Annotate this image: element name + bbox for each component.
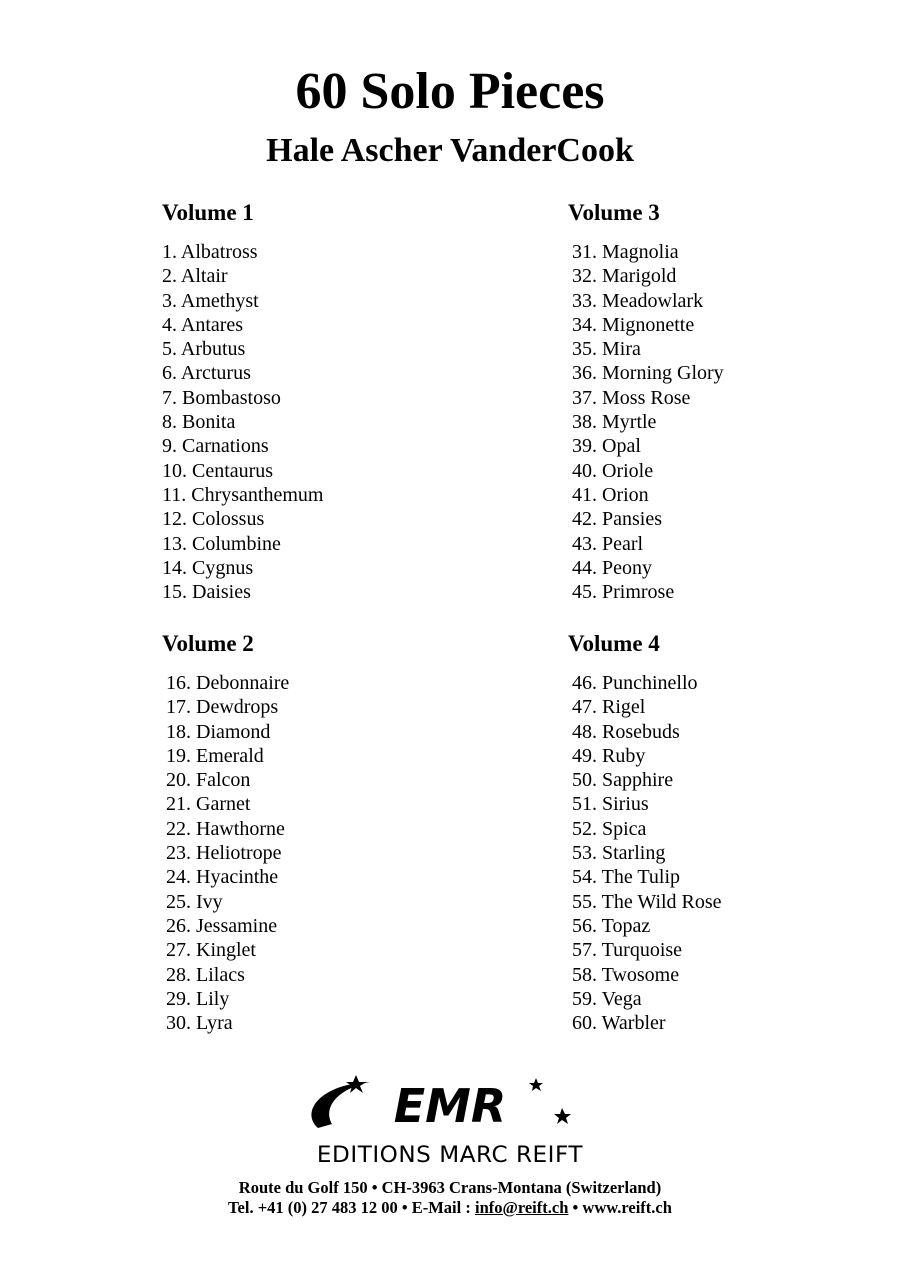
piece-item: 27. Kinglet — [166, 939, 256, 962]
piece-item: 5. Arbutus — [162, 338, 246, 361]
volume-1-section — [162, 198, 323, 604]
piece-item: 7. Bombastoso — [162, 386, 281, 409]
piece-item: 14. Cygnus — [162, 556, 254, 579]
piece-item: 18. Diamond — [166, 720, 271, 743]
volume-heading: Volume 4 — [568, 631, 660, 656]
document-title: 60 Solo Pieces — [295, 63, 605, 120]
piece-item: 60. Warbler — [572, 1012, 666, 1035]
email-link[interactable]: info@reift.ch — [474, 1198, 569, 1217]
piece-item: 33. Meadowlark — [572, 289, 704, 312]
piece-item: 2. Altair — [162, 265, 228, 288]
piece-item: 6. Arcturus — [162, 362, 251, 385]
piece-item: 9. Carnations — [162, 435, 269, 458]
piece-item: 40. Oriole — [572, 459, 654, 482]
publisher-name: EDITIONS MARC REIFT — [316, 1143, 584, 1168]
volume-2-section — [162, 629, 289, 1035]
piece-item: 32. Marigold — [572, 265, 677, 288]
volume-heading: Volume 2 — [162, 631, 254, 656]
piece-item: 21. Garnet — [166, 793, 251, 816]
volume-4-section — [568, 629, 722, 1035]
piece-item: 46. Punchinello — [572, 672, 698, 694]
piece-item: 8. Bonita — [162, 411, 236, 434]
piece-item: 26. Jessamine — [166, 914, 278, 937]
piece-item: 16. Debonnaire — [166, 672, 290, 694]
piece-item: 50. Sapphire — [572, 769, 674, 792]
piece-item: 11. Chrysanthemum — [162, 483, 324, 506]
volume-3-section — [568, 198, 724, 604]
piece-item: 31. Magnolia — [572, 241, 679, 263]
contact-tel: Tel. +41 (0) 27 483 12 00 • E-Mail : — [228, 1198, 475, 1217]
publisher-contact — [0, 1197, 900, 1219]
piece-item: 56. Topaz — [572, 914, 651, 937]
piece-item: 38. Myrtle — [572, 411, 657, 434]
piece-item: 41. Orion — [572, 483, 649, 506]
piece-item: 43. Pearl — [572, 532, 644, 555]
piece-item: 34. Mignonette — [572, 313, 695, 336]
piece-item: 3. Amethyst — [162, 289, 259, 312]
piece-item: 35. Mira — [572, 338, 641, 361]
piece-item: 19. Emerald — [166, 744, 264, 767]
piece-item: 49. Ruby — [572, 744, 646, 767]
volume-heading: Volume 1 — [162, 200, 254, 225]
volume-heading: Volume 3 — [568, 200, 660, 225]
piece-item: 39. Opal — [572, 435, 641, 458]
star-icon — [554, 1108, 571, 1124]
piece-item: 10. Centaurus — [162, 459, 274, 482]
piece-item: 25. Ivy — [166, 890, 223, 913]
piece-item: 12. Colossus — [162, 508, 265, 531]
piece-item: 15. Daisies — [162, 581, 251, 604]
piece-item: 47. Rigel — [572, 696, 646, 719]
piece-item: 52. Spica — [572, 817, 647, 840]
piece-item: 51. Sirius — [572, 793, 649, 816]
piece-list — [162, 671, 289, 1035]
piece-item: 37. Moss Rose — [572, 386, 691, 409]
piece-item: 44. Peony — [572, 556, 652, 579]
piece-item: 59. Vega — [572, 987, 642, 1010]
piece-list — [568, 240, 724, 604]
piece-item: 1. Albatross — [162, 241, 258, 263]
piece-item: 57. Turquoise — [572, 939, 683, 962]
piece-item: 30. Lyra — [166, 1012, 233, 1035]
logo-text: EMR — [393, 1079, 507, 1133]
piece-item: 45. Primrose — [572, 581, 675, 604]
publisher-address: Route du Golf 150 • CH-3963 Crans-Montana (Switzerland) — [238, 1178, 662, 1197]
piece-item: 20. Falcon — [166, 769, 251, 792]
piece-item: 13. Columbine — [162, 532, 281, 555]
piece-item: 54. The Tulip — [572, 866, 680, 889]
piece-item: 22. Hawthorne — [166, 817, 285, 840]
composer-name: Hale Ascher VanderCook — [266, 132, 634, 169]
piece-item: 36. Morning Glory — [572, 362, 724, 385]
piece-item: 4. Antares — [162, 313, 244, 336]
piece-item: 24. Hyacinthe — [166, 866, 279, 889]
piece-list — [162, 240, 323, 604]
piece-item: 55. The Wild Rose — [572, 890, 722, 913]
piece-item: 29. Lily — [166, 987, 230, 1010]
star-icon — [346, 1075, 366, 1093]
piece-item: 28. Lilacs — [166, 963, 245, 986]
contact-web: • www.reift.ch — [568, 1198, 672, 1217]
piece-item: 23. Heliotrope — [166, 842, 282, 865]
piece-item: 58. Twosome — [572, 963, 680, 986]
piece-item: 42. Pansies — [572, 508, 662, 531]
piece-item: 17. Dewdrops — [166, 696, 279, 719]
piece-item: 53. Starling — [572, 842, 666, 865]
emr-logo — [300, 1072, 590, 1136]
piece-list — [568, 671, 722, 1035]
piece-item: 48. Rosebuds — [572, 720, 680, 743]
star-icon — [529, 1078, 543, 1091]
